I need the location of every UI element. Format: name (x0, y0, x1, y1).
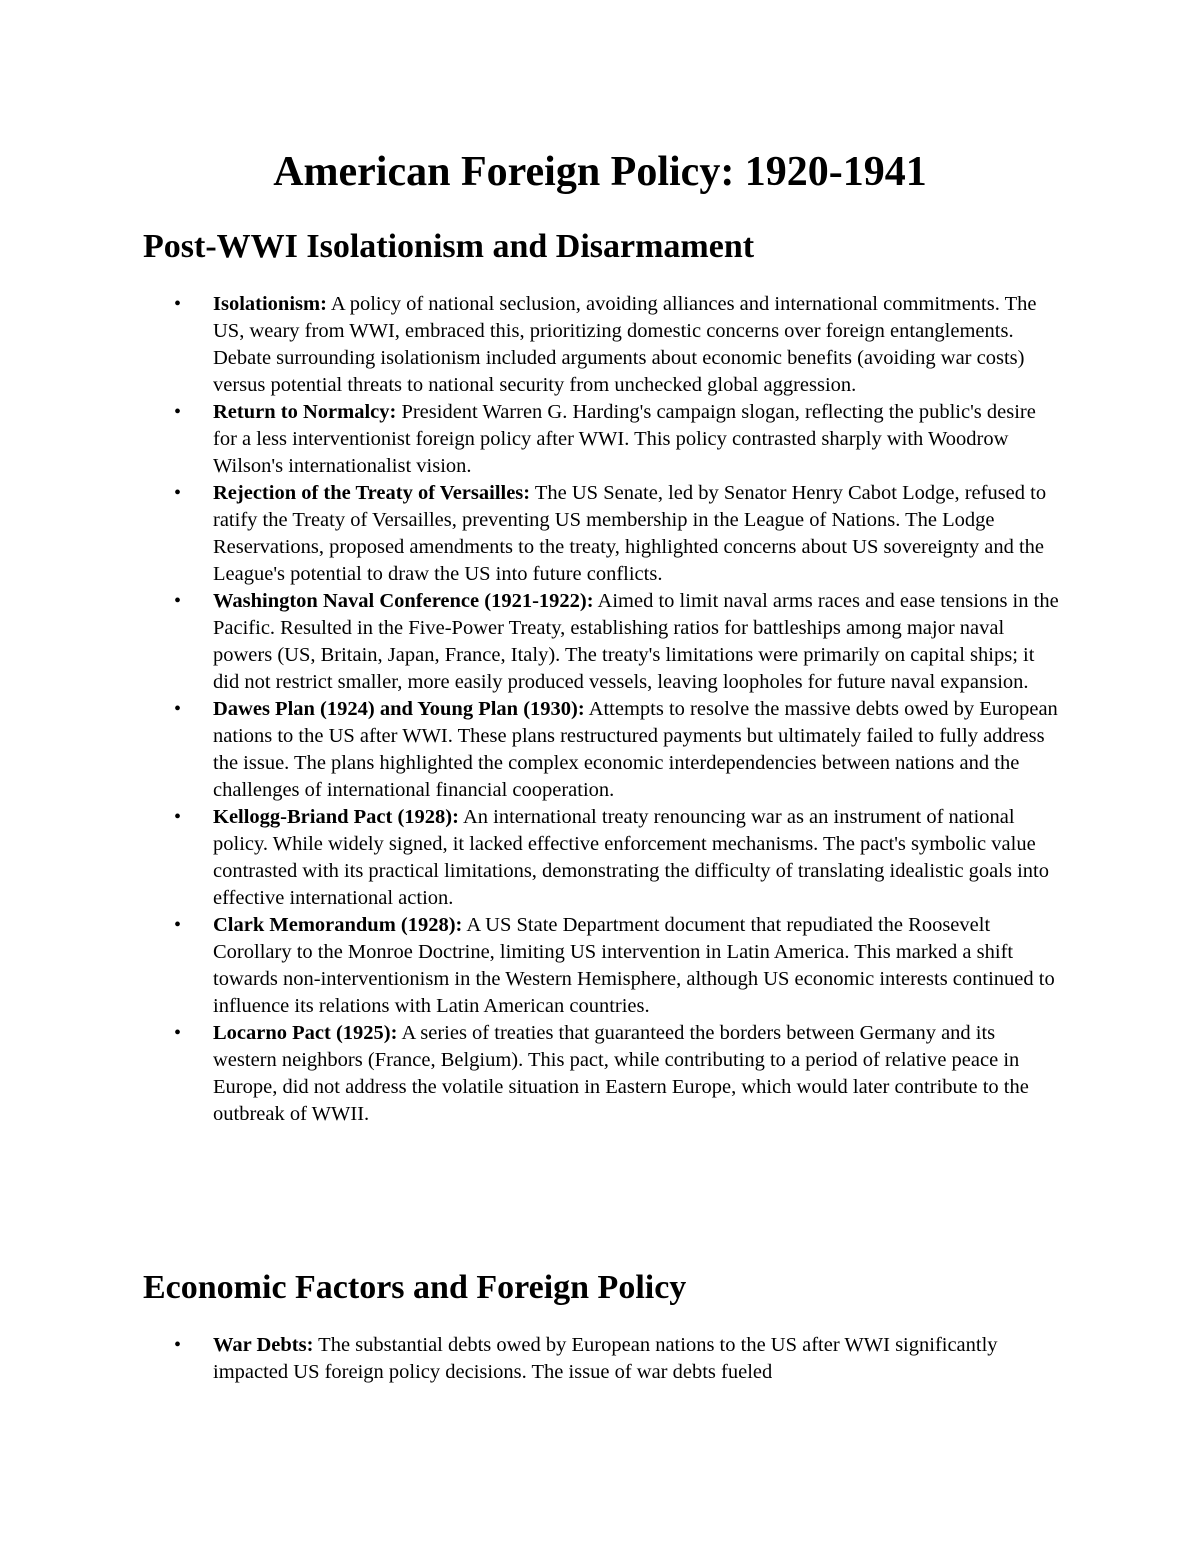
term-label: Isolationism: (213, 293, 327, 315)
bullet-icon: • (174, 1334, 182, 1356)
list-item (143, 480, 1063, 588)
term-label: Return to Normalcy: (213, 401, 397, 423)
list-item (143, 291, 1063, 399)
term-label: Rejection of the Treaty of Versailles: (213, 482, 531, 504)
term-label: Clark Memorandum (1928): (213, 914, 463, 936)
term-description: Aimed to limit naval arms races and ease tensions in the Pacific. Resulted in the Five-Power Treaty, establishing ratios for battleships among major naval powers (US, Britain, Japan, France, Italy). The treaty's limitations were primarily on capital ships; it did not restrict smaller, more easily produced vessels, leaving loopholes for future naval expansion. (213, 590, 1059, 693)
term-description: The substantial debts owed by European nations to the US after WWI significantly impacted US foreign policy decisions. The issue of war debts fueled (213, 1334, 998, 1383)
term-label: Dawes Plan (1924) and Young Plan (1930): (213, 698, 585, 720)
term-description: A US State Department document that repudiated the Roosevelt Corollary to the Monroe Doctrine, limiting US intervention in Latin America. This marked a shift towards non-interventionism in the Western Hemisphere, although US economic interests continued to influence its relations with Latin American countries. (213, 914, 1055, 1017)
list-item (143, 1020, 1063, 1128)
bullet-icon: • (174, 590, 182, 612)
term-label: Locarno Pact (1925): (213, 1022, 398, 1044)
bullet-icon: • (174, 401, 182, 423)
section-heading-post-wwi: Post-WWI Isolationism and Disarmament (143, 228, 755, 265)
list-item (143, 804, 1063, 912)
bullet-icon: • (174, 698, 182, 720)
bullet-icon: • (174, 806, 182, 828)
list-item (143, 1332, 1063, 1386)
term-list-post-wwi (143, 291, 1063, 1128)
term-label: Washington Naval Conference (1921-1922): (213, 590, 594, 612)
document-title: American Foreign Policy: 1920-1941 (273, 149, 927, 195)
term-label: Kellogg-Briand Pact (1928): (213, 806, 459, 828)
bullet-icon: • (174, 293, 182, 315)
bullet-icon: • (174, 482, 182, 504)
bullet-icon: • (174, 1022, 182, 1044)
section-heading-economic-factors: Economic Factors and Foreign Policy (143, 1269, 687, 1306)
bullet-icon: • (174, 914, 182, 936)
term-description: President Warren G. Harding's campaign slogan, reflecting the public's desire for a less interventionist foreign policy after WWI. This policy contrasted sharply with Woodrow Wilson's internationalist vision. (213, 401, 1036, 477)
term-description: Attempts to resolve the massive debts owed by European nations to the US after WWI. These plans restructured payments but ultimately failed to fully address the issue. The plans highlighted the complex economic interdependencies between nations and the challenges of international financial cooperation. (213, 698, 1058, 801)
term-list-economic-factors (143, 1332, 1063, 1386)
term-description: The US Senate, led by Senator Henry Cabot Lodge, refused to ratify the Treaty of Versailles, preventing US membership in the League of Nations. The Lodge Reservations, proposed amendments to the treaty, highlighted concerns about US sovereignty and the League's potential to draw the US into future conflicts. (213, 482, 1047, 585)
term-description: A series of treaties that guaranteed the borders between Germany and its western neighbors (France, Belgium). This pact, while contributing to a period of relative peace in Europe, did not address the volatile situation in Eastern Europe, which would later contribute to the outbreak of WWII. (213, 1022, 1029, 1125)
term-label: War Debts: (213, 1334, 314, 1356)
list-item (143, 588, 1063, 696)
term-description: A policy of national seclusion, avoiding alliances and international commitments. The US, weary from WWI, embraced this, prioritizing domestic concerns over foreign entanglements. Debate surrounding isolationism included arguments about economic benefits (avoiding war costs) versus potential threats to national security from unchecked global aggression. (213, 293, 1037, 396)
term-description: An international treaty renouncing war as an instrument of national policy. While widely signed, it lacked effective enforcement mechanisms. The pact's symbolic value contrasted with its practical limitations, demonstrating the difficulty of translating idealistic goals into effective international action. (213, 806, 1049, 909)
list-item (143, 696, 1063, 804)
list-item (143, 912, 1063, 1020)
list-item (143, 399, 1063, 480)
